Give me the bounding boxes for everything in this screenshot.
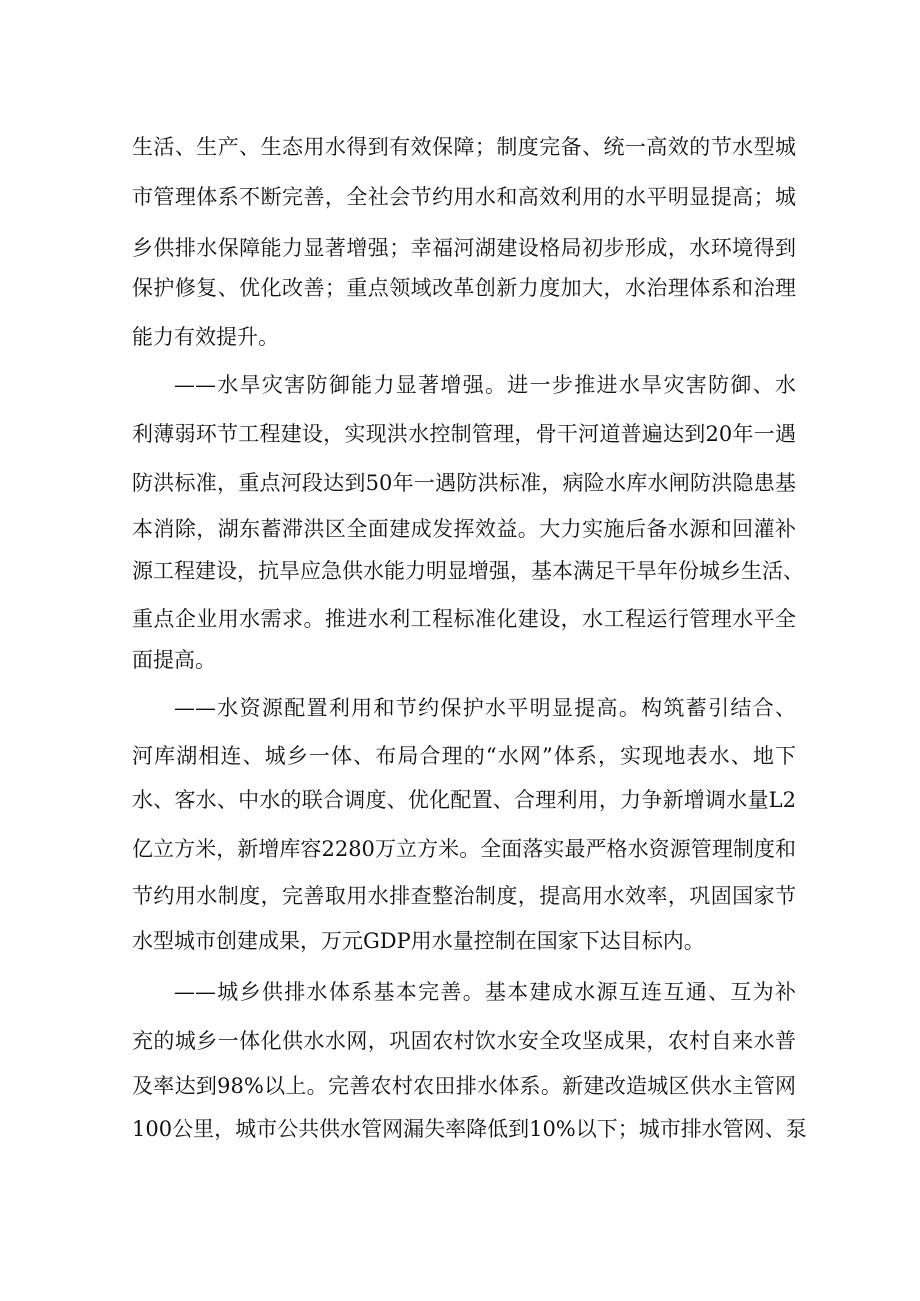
text-line: 面提高。 bbox=[132, 648, 216, 672]
paragraph-first-line: ——城乡供排水体系基本完善。基本建成水源互连互通、互为补 bbox=[174, 980, 796, 1004]
text-line: 生活、生产、生态用水得到有效保障；制度完备、统一高效的节水型城 bbox=[132, 135, 796, 159]
paragraph-first-line: ——水旱灾害防御能力显著增强。进一步推进水旱灾害防御、水 bbox=[174, 373, 796, 397]
text-line: 水型城市创建成果，万元GDP用水量控制在国家下达目标内。 bbox=[132, 929, 705, 953]
paragraph-first-line: ——水资源配置利用和节约保护水平明显提高。构筑蓄引结合、 bbox=[174, 696, 796, 720]
text-line: 节约用水制度，完善取用水排查整治制度，提高用水效率，巩固国家节 bbox=[132, 884, 796, 908]
text-line: 重点企业用水需求。推进水利工程标准化建设，水工程运行管理水平全 bbox=[132, 607, 796, 631]
text-line: 能力有效提升。 bbox=[132, 325, 279, 349]
text-line: 充的城乡一体化供水水网，巩固农村饮水安全攻坚成果，农村自来水普 bbox=[132, 1029, 796, 1053]
text-line: 本消除，湖东蓄滞洪区全面建成发挥效益。大力实施后备水源和回灌补 bbox=[132, 517, 796, 541]
text-line: 乡供排水保障能力显著增强；幸福河湖建设格局初步形成，水环境得到 bbox=[132, 236, 796, 260]
text-line: 利薄弱环节工程建设，实现洪水控制管理，骨干河道普遍达到20年一遇 bbox=[132, 422, 796, 446]
text-line: 保护修复、优化改善；重点领域改革创新力度加大，水治理体系和治理 bbox=[132, 276, 796, 300]
text-line: 河库湖相连、城乡一体、布局合理的“水网”体系，实现地表水、地下 bbox=[132, 744, 796, 768]
text-line: 水、客水、中水的联合调度、优化配置、合理利用，力争新增调水量L2 bbox=[132, 788, 796, 812]
text-line: 防洪标准，重点河段达到50年一遇防洪标准，病险水库水闸防洪隐患基 bbox=[132, 471, 796, 495]
text-line: 市管理体系不断完善，全社会节约用水和高效利用的水平明显提高；城 bbox=[132, 185, 796, 209]
text-line: 100公里，城市公共供水管网漏失率降低到10%以下；城市排水管网、泵 bbox=[132, 1117, 807, 1141]
text-line: 亿立方米，新增库容2280万立方米。全面落实最严格水资源管理制度和 bbox=[132, 837, 796, 861]
text-line: 源工程建设，抗旱应急供水能力明显增强，基本满足干旱年份城乡生活、 bbox=[132, 559, 804, 583]
text-line: 及率达到98%以上。完善农村农田排水体系。新建改造城区供水主管网 bbox=[132, 1074, 796, 1098]
